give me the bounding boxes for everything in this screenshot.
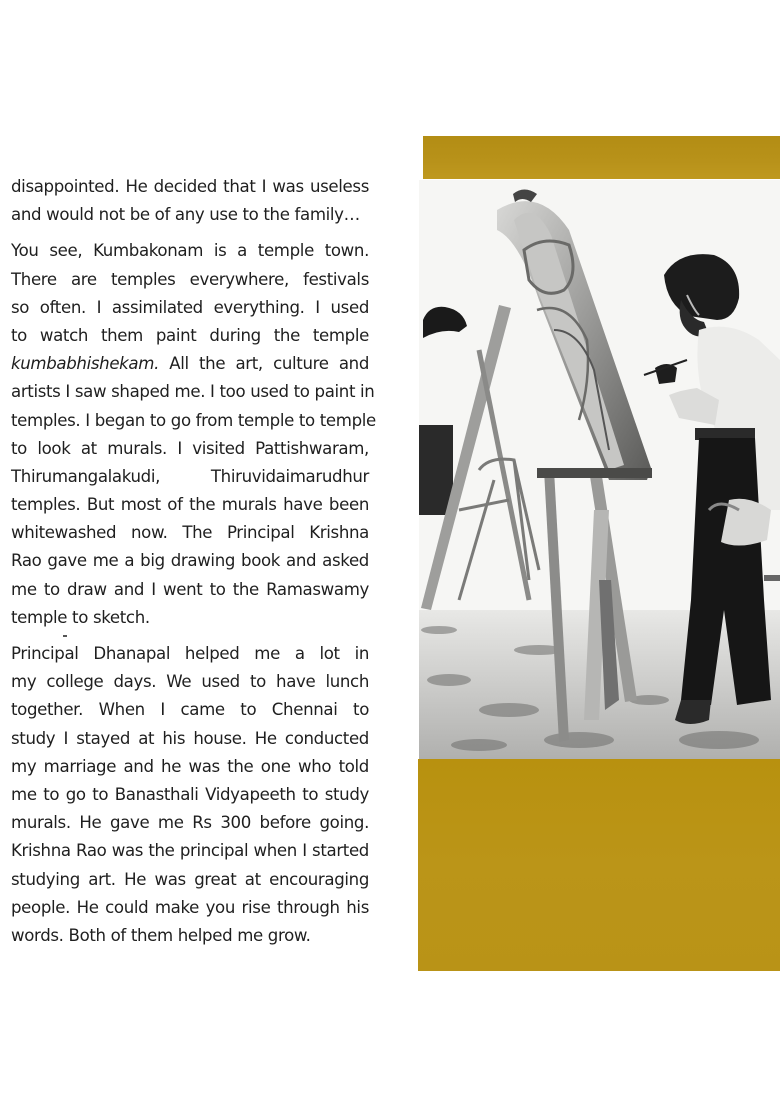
text-line: There are temples everywhere, festivals bbox=[11, 269, 369, 289]
text-line: study I stayed at his house. He conducted bbox=[11, 728, 369, 748]
paragraph-3 bbox=[11, 640, 369, 950]
text-line: so often. I assimilated everything. I used bbox=[11, 297, 369, 317]
painter-photograph bbox=[419, 180, 780, 759]
text-line: studying art. He was great at encouraging bbox=[11, 869, 369, 889]
text-line: Thirumangalakudi, Thiruvidaimarudhur bbox=[11, 466, 369, 486]
text-line: Rao gave me a big drawing book and asked bbox=[11, 551, 369, 571]
text-line: my marriage and he was the one who told bbox=[11, 756, 369, 776]
photo-illustration bbox=[419, 180, 780, 759]
text-line: words. Both of them helped me grow. bbox=[11, 925, 311, 945]
text-line: murals. He gave me Rs 300 before going. bbox=[11, 813, 369, 833]
print-speck bbox=[63, 635, 67, 637]
gold-accent-block-bottom bbox=[418, 759, 780, 971]
text-line: whitewashed now. The Principal Krishna bbox=[11, 523, 369, 543]
paragraph-1 bbox=[11, 173, 369, 229]
paragraph-2 bbox=[11, 237, 376, 632]
text-line: temples. But most of the murals have been bbox=[11, 495, 369, 515]
text-line: and would not be of any use to the family… bbox=[11, 205, 360, 225]
text-line: together. When I came to Chennai to bbox=[11, 700, 369, 720]
text-line bbox=[11, 350, 369, 378]
text-line: me to draw and I went to the Ramaswamy bbox=[11, 579, 369, 599]
text-line: artists I saw shaped me. I too used to paint in bbox=[11, 382, 375, 402]
gold-accent-bar-top bbox=[423, 136, 780, 179]
text-line: You see, Kumbakonam is a temple town. bbox=[11, 241, 369, 261]
article-text-column bbox=[11, 173, 376, 950]
text-line: to watch them paint during the temple bbox=[11, 325, 369, 345]
text-line: my college days. We used to have lunch bbox=[11, 672, 369, 692]
text-line: people. He could make you rise through his bbox=[11, 897, 369, 917]
text-line: temple to sketch. bbox=[11, 607, 150, 627]
text-span: All the art, culture and bbox=[159, 354, 369, 374]
text-line: Principal Dhanapal helped me a lot in bbox=[11, 644, 369, 663]
text-line: Krishna Rao was the principal when I started bbox=[11, 841, 369, 861]
italic-term: kumbabhishekam. bbox=[11, 354, 159, 374]
text-line: me to go to Banasthali Vidyapeeth to study bbox=[11, 784, 369, 804]
text-line: disappointed. He decided that I was useless bbox=[11, 177, 369, 196]
text-line: temples. I began to go from temple to temple bbox=[11, 410, 376, 430]
text-line: to look at murals. I visited Pattishwaram, bbox=[11, 438, 369, 458]
